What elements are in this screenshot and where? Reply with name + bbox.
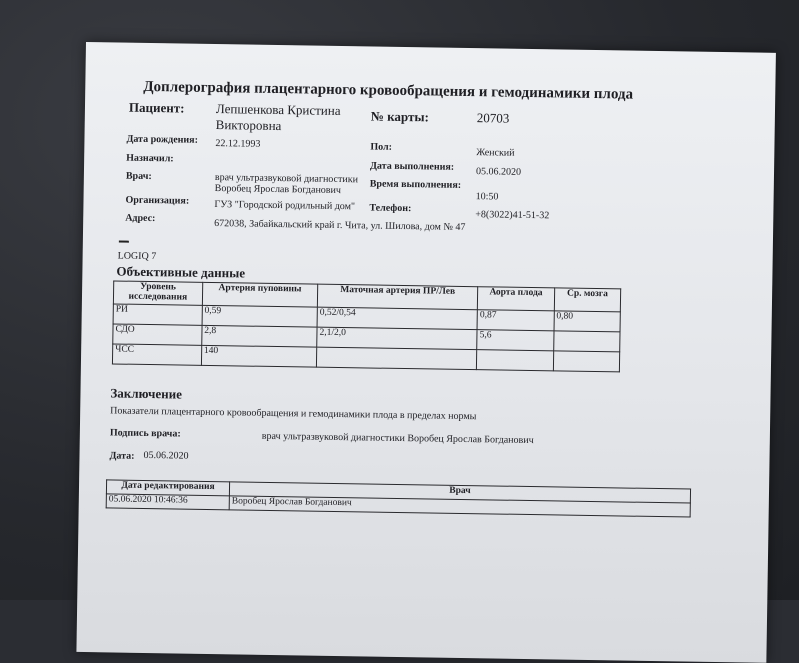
header-level-line1: Уровень [140,281,177,293]
header-level [113,281,202,305]
table-cell: 0,52/0,54 [317,307,477,330]
device-name: LOGIQ 7 [117,250,157,263]
row-label: ЧСС [112,344,201,365]
sex-value: Женский [476,147,515,159]
org-label: Организация: [125,194,190,207]
table-cell [316,347,476,370]
row-label: РИ [113,304,202,325]
objective-table [112,280,621,372]
header-edit-date: Дата редактирования [106,480,229,496]
header-fetal-aorta: Аорта плода [478,287,555,311]
row-label: СДО [113,324,202,345]
edits-table [106,479,691,517]
table-cell [553,351,620,372]
table-cell: 0,80 [554,311,621,332]
assigned-label: Назначил: [126,152,174,165]
table-cell: 5,6 [477,330,554,351]
objective-heading: Объективные данные [116,263,246,281]
org-value: ГУЗ "Городской родильный дом" [214,199,356,213]
address-label: Адрес: [125,212,156,225]
edit-doctor-cell: Воробец Ярослав Богданович [229,496,690,517]
card-label: № карты: [370,108,430,125]
table-cell [477,350,554,371]
date-label: Дата: [109,450,135,462]
sex-label: Пол: [370,141,393,153]
done-time-label: Время выполнения: [369,178,462,191]
separator-dash [119,241,129,243]
sign-value: врач ультразвуковой диагностики Воробец Ярослав Богданович [261,430,534,447]
doctor-line2: Воробец Ярослав Богданович [214,183,342,197]
table-cell: 140 [201,345,317,367]
patient-label: Пациент: [128,99,185,116]
card-number: 20703 [476,110,510,126]
done-date-value: 05.06.2020 [475,166,522,178]
phone-label: Телефон: [369,202,412,215]
sign-label: Подпись врача: [109,427,181,440]
birth-label: Дата рождения: [126,133,199,146]
header-umbilical-artery: Артерия пуповины [202,282,318,307]
header-edit-doctor: Врач [229,482,690,503]
conclusion-heading: Заключение [110,385,183,402]
patient-name-line1: Лепшенкова Кристина [215,101,341,119]
doctor-label: Врач: [125,170,152,183]
document-title: Доплерография плацентарного кровообращения и гемодинамики плода [143,78,634,103]
table-cell: 2,8 [201,325,317,347]
patient-name-line2: Викторовна [215,117,282,134]
done-time-value: 10:50 [475,191,499,203]
done-date-label: Дата выполнения: [370,160,455,173]
birth-value: 22.12.1993 [215,138,261,150]
document-sheet [76,42,775,663]
edit-date-cell: 05.06.2020 10:46:36 [106,494,229,510]
conclusion-text: Показатели плацентарного кровообращения и гемодинамики плода в пределах нормы [110,405,477,423]
table-cell: 0,59 [202,305,318,327]
table-cell [553,331,620,352]
doctor-line1: врач ультразвуковой диагностики [214,172,359,186]
table-cell: 2,1/2,0 [317,327,477,350]
phone-value: +8(3022)41-51-32 [475,209,550,222]
date-value: 05.06.2020 [143,449,189,462]
header-level-line2: исследования [128,291,188,303]
header-uterine-artery: Маточная артерия ПР/Лев [317,284,477,310]
address-value: 672038, Забайкальский край г. Чита, ул. Шилова, дом № 47 [214,218,466,233]
header-middle-cerebral: Ср. мозга [554,288,621,312]
table-cell: 0,87 [477,310,554,331]
